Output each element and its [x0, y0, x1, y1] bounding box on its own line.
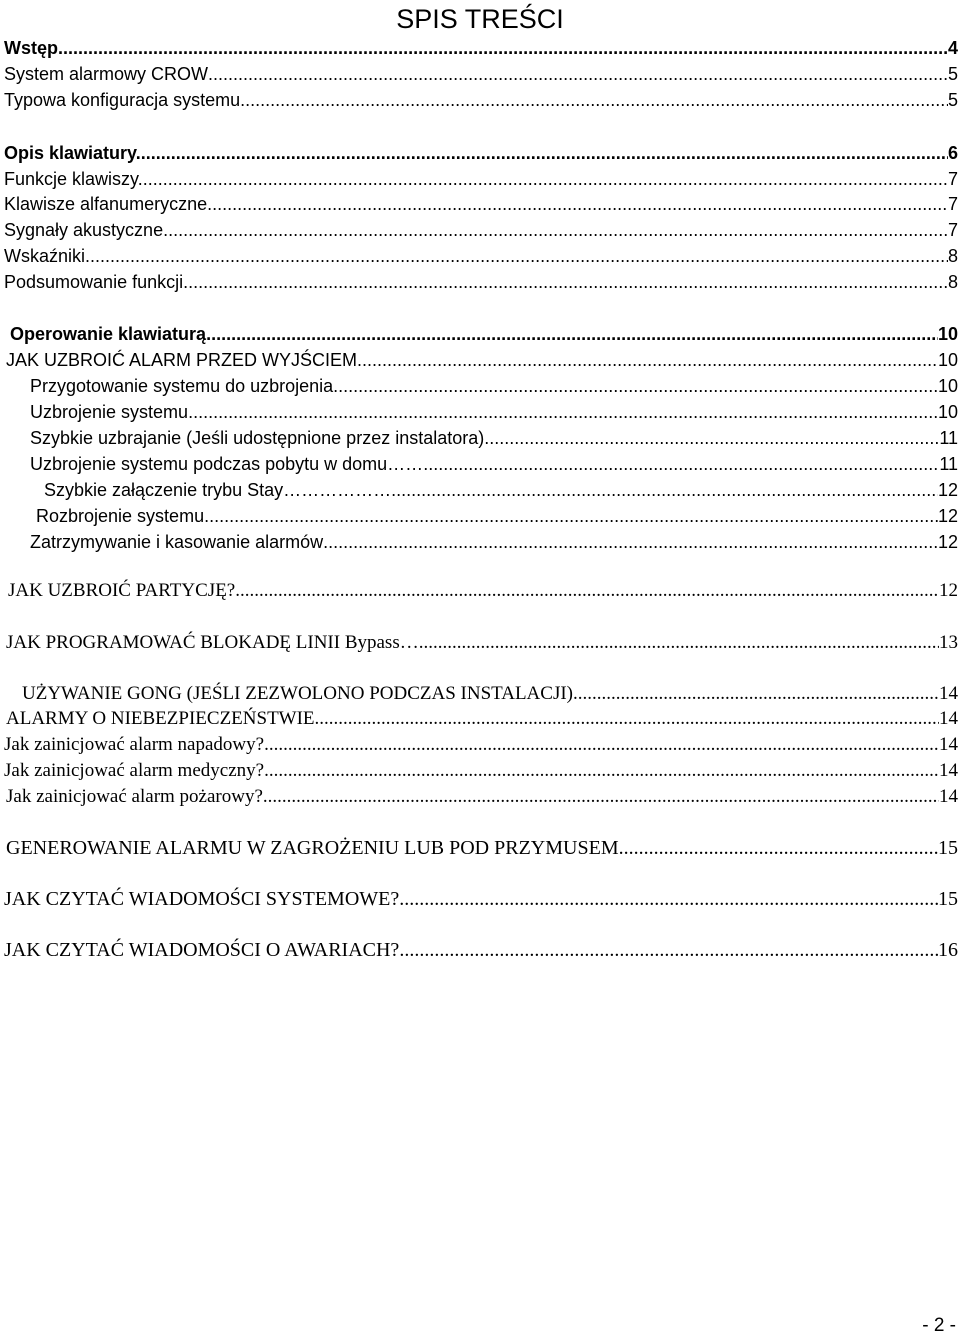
toc-leader-dots — [619, 836, 938, 860]
toc-leader-dots — [168, 218, 948, 242]
toc-entry-szybkie-uzbrajanie[interactable] — [30, 426, 958, 450]
toc-leader-dots — [245, 88, 948, 112]
toc-leader-dots — [263, 785, 939, 809]
toc-entry-alarm-pozarowy[interactable] — [6, 785, 958, 809]
toc-page-number: 12 — [939, 580, 958, 601]
toc-leader-dots — [573, 682, 939, 706]
toc-leader-dots — [391, 478, 938, 502]
toc-leader-dots — [58, 36, 948, 60]
toc-page-number: 11 — [939, 428, 958, 448]
toc-entry-funkcje-klawiszy[interactable] — [4, 167, 958, 191]
toc-label: Jak zainicjować alarm napadowy? — [4, 734, 265, 755]
toc-entry-przygotowanie-systemu[interactable] — [30, 374, 958, 398]
toc-entry-rozbrojenie-systemu[interactable] — [36, 504, 958, 528]
toc-entry-wskazniki[interactable] — [4, 244, 958, 268]
toc-label: Wstęp — [4, 38, 58, 58]
toc-entry-uzbrojenie-systemu[interactable] — [30, 400, 958, 424]
toc-entry-generowanie-alarmu[interactable] — [6, 836, 958, 860]
toc-label: Zatrzymywanie i kasowanie alarmów — [30, 532, 324, 552]
toc-label: JAK PROGRAMOWAĆ BLOKADĘ LINII Bypass… — [6, 632, 419, 653]
toc-page-number: 7 — [947, 194, 958, 214]
toc-label: Wskaźniki. — [4, 246, 91, 266]
toc-entry-wiadomosci-o-awariach[interactable] — [4, 938, 958, 962]
toc-label: Przygotowanie systemu do uzbrojenia — [30, 376, 334, 396]
toc-leader-dots — [188, 400, 938, 424]
toc-label: Rozbrojenie systemu — [36, 506, 205, 526]
toc-page-number: 15 — [938, 837, 958, 859]
toc-leader-dots — [90, 244, 948, 268]
toc-entry-uzywanie-gong[interactable] — [22, 682, 958, 706]
toc-page-number: 6 — [947, 143, 958, 163]
toc-leader-dots — [212, 192, 948, 216]
toc-leader-dots — [484, 426, 939, 450]
toc-label: Sygnały akustyczne. — [4, 220, 169, 240]
page-title: SPIS TREŚCI — [396, 4, 564, 34]
toc-label: System alarmowy CROW — [4, 64, 209, 84]
toc-page-number: 4 — [947, 38, 958, 58]
toc-page-number: 5 — [947, 64, 958, 84]
toc-leader-dots — [333, 374, 938, 398]
toc-label: Jak zainicjować alarm medyczny? — [4, 760, 265, 781]
toc-leader-dots — [399, 887, 938, 911]
toc-leader-dots — [206, 322, 938, 346]
toc-page-number: 15 — [938, 888, 958, 910]
toc-entry-szybkie-zalaczenie-stay[interactable] — [44, 478, 958, 502]
toc-entry-alarm-napadowy[interactable] — [4, 733, 958, 757]
toc-entry-typowa-konfiguracja[interactable] — [4, 88, 958, 112]
toc-page-number: 7 — [947, 169, 958, 189]
toc-page-number: 10 — [937, 402, 958, 422]
toc-leader-dots — [264, 733, 939, 757]
toc-label: Operowanie klawiaturą — [10, 324, 207, 344]
toc-page-number: 14 — [939, 683, 958, 704]
toc-leader-dots — [141, 141, 948, 165]
toc-leader-dots — [264, 759, 939, 783]
toc-entry-opis-klawiatury[interactable] — [4, 141, 958, 165]
toc-page-number: 11 — [939, 454, 958, 474]
toc-entry-system-alarmowy[interactable] — [4, 62, 958, 86]
toc-label: Uzbrojenie systemu — [30, 402, 189, 422]
toc-leader-dots — [323, 530, 938, 554]
toc-page-number: 13 — [939, 632, 958, 653]
toc-leader-dots — [188, 270, 948, 294]
toc-label: Funkcje klawiszy. — [4, 169, 143, 189]
toc-leader-dots — [208, 62, 948, 86]
toc-entry-zatrzymywanie-alarmow[interactable] — [30, 530, 958, 554]
toc-entry-jak-uzbroic-alarm[interactable] — [6, 348, 958, 372]
toc-leader-dots — [315, 707, 939, 731]
toc-page-number: 10 — [937, 324, 958, 344]
toc-label: Szybkie uzbrajanie (Jeśli udostępnione przez instalatora) — [30, 428, 485, 448]
toc-page-number: 14 — [939, 708, 958, 729]
toc-page-number: 14 — [939, 760, 958, 781]
toc-label: JAK UZBROIĆ PARTYCJĘ? — [8, 580, 236, 601]
toc-label: Opis klawiatury. — [4, 143, 141, 163]
toc-label: JAK UZBROIĆ ALARM PRZED WYJŚCIEM — [6, 350, 358, 370]
toc-label: Typowa konfiguracja systemu. — [4, 90, 246, 110]
toc-label: ALARMY O NIEBEZPIECZEŃSTWIE — [6, 708, 315, 729]
toc-page-number: 5 — [947, 90, 958, 110]
toc-page-number: 8 — [947, 272, 958, 292]
toc-entry-jak-uzbroic-partycje[interactable] — [8, 579, 958, 603]
toc-leader-dots — [419, 631, 939, 655]
toc-entry-podsumowanie-funkcji[interactable] — [4, 270, 958, 294]
toc-leader-dots — [357, 348, 938, 372]
toc-entry-operowanie-klawiatura[interactable] — [10, 322, 958, 346]
toc-leader-dots — [235, 579, 939, 603]
toc-leader-dots — [423, 452, 939, 476]
toc-entry-alarm-medyczny[interactable] — [4, 759, 958, 783]
toc-leader-dots — [143, 167, 948, 191]
toc-page-number: 14 — [939, 734, 958, 755]
toc-label: GENEROWANIE ALARMU W ZAGROŻENIU LUB POD PRZYMUSEM — [6, 837, 619, 859]
toc-page-number: 14 — [939, 786, 958, 807]
toc-page-number: 10 — [937, 350, 958, 370]
toc-page-number: 12 — [937, 506, 958, 526]
toc-page-number: 8 — [947, 246, 958, 266]
toc-label: Podsumowanie funkcji. — [4, 272, 189, 292]
toc-page-number: 16 — [938, 939, 958, 961]
toc-leader-dots — [204, 504, 938, 528]
toc-page-number: 10 — [937, 376, 958, 396]
toc-label: Klawisze alfanumeryczne. — [4, 194, 213, 214]
toc-label: UŻYWANIE GONG (JEŚLI ZEZWOLONO PODCZAS INSTALACJI) — [22, 683, 573, 704]
toc-page-number: 7 — [947, 220, 958, 240]
toc-label: Uzbrojenie systemu podczas pobytu w domu…… — [30, 454, 424, 474]
toc-label: JAK CZYTAĆ WIADOMOŚCI O AWARIACH? — [4, 939, 400, 961]
toc-label: Szybkie załączenie trybu Stay……………… — [44, 480, 392, 500]
toc-page-number: 12 — [937, 532, 958, 552]
toc-page-number: 12 — [937, 480, 958, 500]
toc-entry-wiadomosci-systemowe[interactable] — [4, 887, 958, 911]
toc-entry-klawisze-alfanumeryczne[interactable] — [4, 192, 958, 216]
page-number: - 2 - — [922, 1315, 956, 1336]
toc-entry-sygnaly-akustyczne[interactable] — [4, 218, 958, 242]
toc-label: JAK CZYTAĆ WIADOMOŚCI SYSTEMOWE? — [4, 888, 400, 910]
toc-entry-wstep[interactable] — [4, 36, 958, 60]
toc-label: Jak zainicjować alarm pożarowy? — [6, 786, 263, 807]
toc-entry-alarmy-o-niebezpieczenstwie[interactable] — [6, 707, 958, 731]
toc-leader-dots — [399, 938, 938, 962]
toc-entry-uzbrojenie-pobyt[interactable] — [30, 452, 958, 476]
toc-entry-jak-programowac-blokade[interactable] — [6, 631, 958, 655]
